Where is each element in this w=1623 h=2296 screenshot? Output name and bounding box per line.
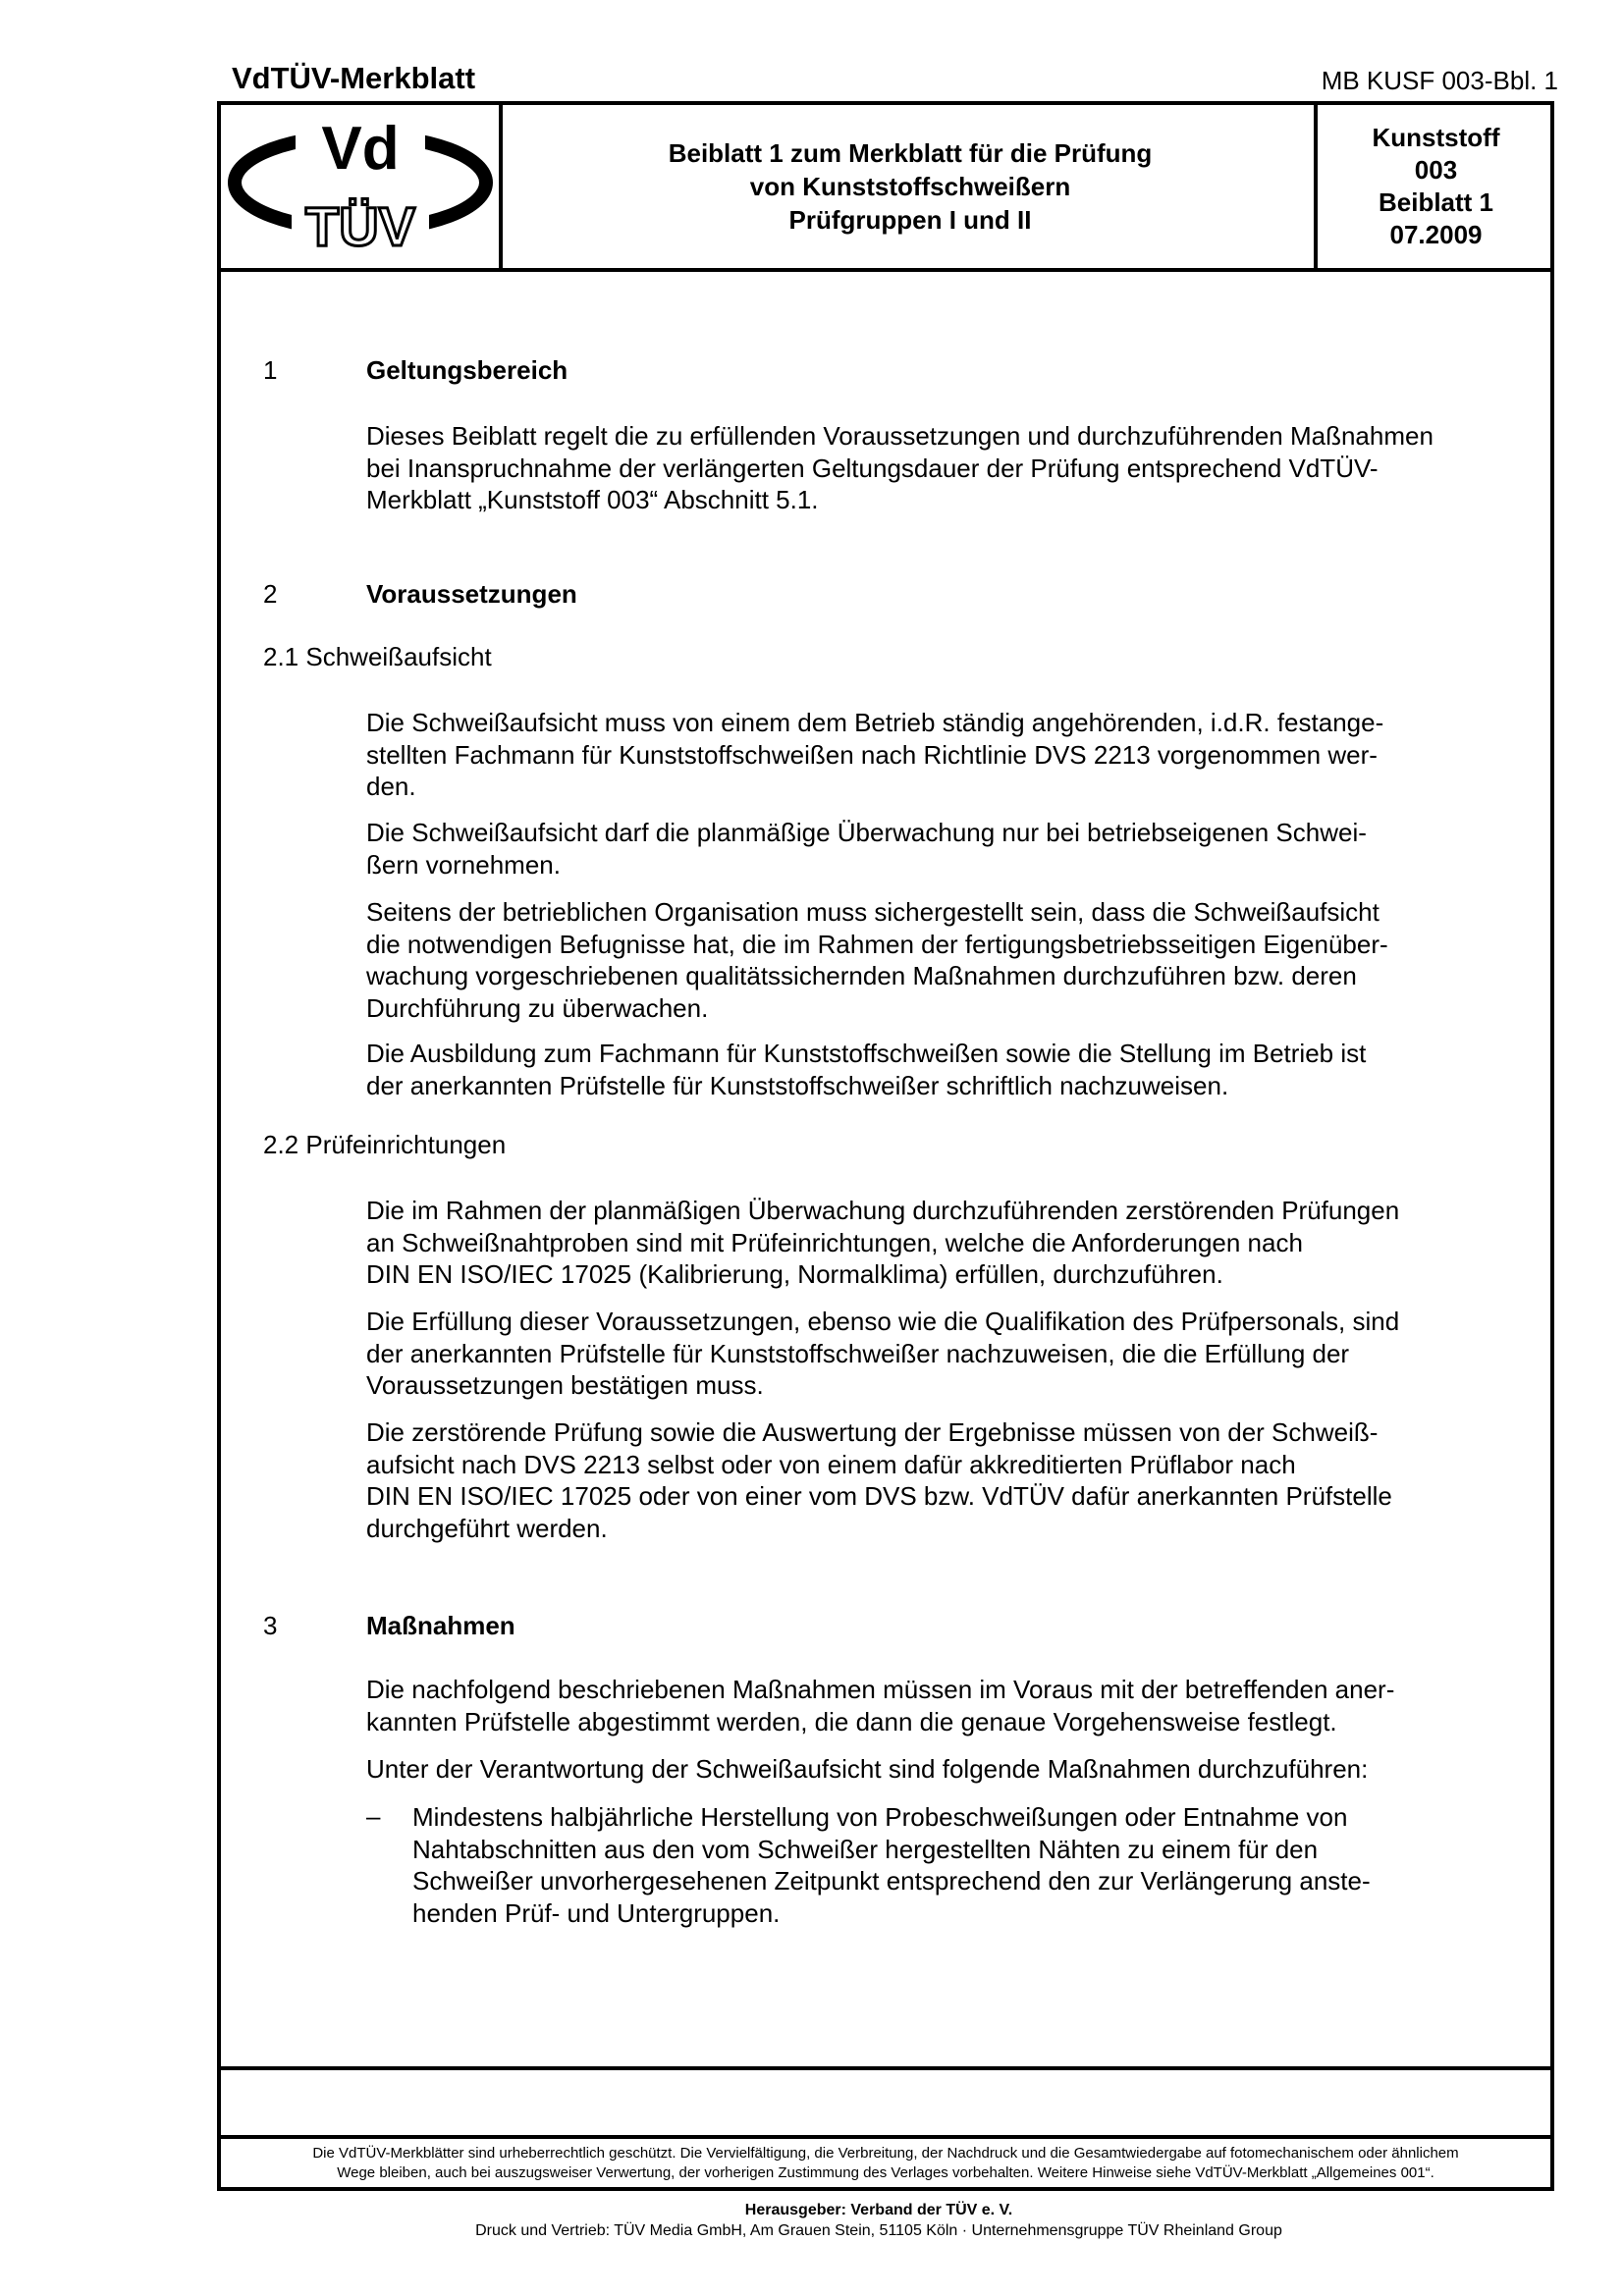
document-series-title: VdTÜV-Merkblatt bbox=[232, 61, 476, 95]
bullet-marker: – bbox=[366, 1801, 381, 1831]
text-line: Nahtabschnitten aus den vom Schweißer hergestellten Nähten zu einem für den bbox=[412, 1834, 1319, 1864]
text-line: die notwendigen Befugnisse hat, die im Rahmen der fertigungsbetriebsseitigen Eigenüber- bbox=[366, 929, 1388, 959]
section-paragraph bbox=[366, 817, 1525, 881]
section-paragraph bbox=[366, 896, 1525, 1024]
text-line: Die Ausbildung zum Fachmann für Kunststoffschweißen sowie die Stellung im Betrieb ist bbox=[366, 1039, 1367, 1068]
document-title bbox=[507, 101, 1314, 272]
section-paragraph bbox=[366, 1753, 1525, 1786]
title-line: von Kunststoffschweißern bbox=[749, 172, 1071, 201]
subsection-heading: 2.1 Schweißaufsicht bbox=[263, 642, 492, 671]
section-paragraph bbox=[366, 420, 1525, 516]
text-line: Die Erfüllung dieser Voraussetzungen, ebenso wie die Qualifikation des Prüfpersonals, sind bbox=[366, 1307, 1400, 1336]
classification-line: 07.2009 bbox=[1389, 220, 1483, 249]
text-line: Seitens der betrieblichen Organisation muss sichergestellt sein, dass die Schweißaufsicht bbox=[366, 897, 1380, 927]
section-heading: Maßnahmen bbox=[366, 1611, 515, 1640]
title-line: Beiblatt 1 zum Merkblatt für die Prüfung bbox=[668, 138, 1153, 168]
section-heading: Geltungsbereich bbox=[366, 355, 568, 385]
text-line: Merkblatt „Kunststoff 003“ Abschnitt 5.1. bbox=[366, 485, 819, 514]
text-line: Die im Rahmen der planmäßigen Überwachung durchzuführenden zerstörenden Prüfungen bbox=[366, 1196, 1400, 1225]
text-line: Die nachfolgend beschriebenen Maßnahmen müssen im Voraus mit der betreffenden aner- bbox=[366, 1675, 1395, 1704]
footer-divider bbox=[217, 2066, 1554, 2070]
classification-line: 003 bbox=[1414, 155, 1458, 185]
publisher-line: Herausgeber: Verband der TÜV e. V. bbox=[744, 2202, 1013, 2218]
text-line: Dieses Beiblatt regelt die zu erfüllenden Voraussetzungen und durchzuführenden Maßnahmen bbox=[366, 421, 1434, 451]
section-paragraph bbox=[366, 707, 1525, 803]
text-line: durchgeführt werden. bbox=[366, 1513, 608, 1543]
classification-line: Kunststoff bbox=[1372, 123, 1500, 152]
vdtuev-logo-icon bbox=[223, 108, 498, 265]
text-line: der anerkannten Prüfstelle für Kunststoffschweißer nachzuweisen, die die Erfüllung der bbox=[366, 1338, 1350, 1368]
document-reference: MB KUSF 003-Bbl. 1 bbox=[1321, 66, 1558, 95]
text-line: Durchführung zu überwachen. bbox=[366, 992, 709, 1023]
text-line: Die Schweißaufsicht darf die planmäßige Überwachung nur bei betriebseigenen Schwei- bbox=[366, 818, 1367, 847]
text-line: Mindestens halbjährliche Herstellung von Probeschweißungen oder Entnahme von bbox=[412, 1802, 1348, 1832]
copyright-line: Wege bleiben, auch bei auszugsweiser Verwertung, der vorherigen Zustimmung des Verlages vorbehalten. Weitere Hinweise siehe VdTÜV-Merkblatt „Allgemeines 001“. bbox=[337, 2164, 1434, 2181]
section-paragraph bbox=[366, 1038, 1525, 1101]
text-line: stellten Fachmann für Kunststoffschweißen nach Richtlinie DVS 2213 vorgenommen wer- bbox=[366, 739, 1378, 770]
text-line: DIN EN ISO/IEC 17025 (Kalibrierung, Normalklima) erfüllen, durchzuführen. bbox=[366, 1259, 1223, 1289]
logo-text-vd: Vd bbox=[321, 115, 400, 183]
text-line: bei Inanspruchnahme der verlängerten Geltungsdauer der Prüfung entsprechend VdTÜV- bbox=[366, 453, 1379, 483]
section-paragraph bbox=[366, 1195, 1525, 1291]
section-paragraph bbox=[366, 1306, 1525, 1402]
vdtuev-logo bbox=[223, 108, 498, 265]
text-line: aufsicht nach DVS 2213 selbst oder von einem dafür akkreditierten Prüflabor nach bbox=[366, 1449, 1296, 1479]
title-line: Prüfgruppen I und II bbox=[788, 205, 1032, 235]
copyright-line: Die VdTÜV-Merkblätter sind urheberrechtlich geschützt. Die Vervielfältigung, die Verbreitung, der Nachdruck und die Gesamtwiedergabe auf fotomechanischem oder ähnlichem bbox=[312, 2145, 1459, 2162]
section-paragraph bbox=[366, 1416, 1525, 1544]
text-line: Schweißer unvorhergesehenen Zeitpunkt entsprechend den zur Verlängerung anste- bbox=[412, 1866, 1371, 1896]
copyright-notice bbox=[221, 2144, 1550, 2183]
text-line: der anerkannten Prüfstelle für Kunststoffschweißer schriftlich nachzuweisen. bbox=[366, 1070, 1229, 1100]
logo-text-tuev: TÜV bbox=[305, 195, 415, 257]
text-line: den. bbox=[366, 772, 416, 801]
bullet-item bbox=[412, 1801, 1522, 1929]
text-line: an Schweißnahtproben sind mit Prüfeinrichtungen, welche die Anforderungen nach bbox=[366, 1227, 1303, 1257]
classification-line: Beiblatt 1 bbox=[1378, 187, 1494, 217]
footer-divider bbox=[217, 2135, 1554, 2139]
text-line: Die Schweißaufsicht muss von einem dem Betrieb ständig angehörenden, i.d.R. festange- bbox=[366, 708, 1384, 737]
section-number: 2 bbox=[263, 579, 278, 609]
section-paragraph bbox=[366, 1674, 1525, 1737]
text-line: DIN EN ISO/IEC 17025 oder von einer vom DVS bzw. VdTÜV dafür anerkannten Prüfstelle bbox=[366, 1481, 1392, 1511]
section-number: 1 bbox=[263, 355, 278, 385]
text-line: Die zerstörende Prüfung sowie die Auswertung der Ergebnisse müssen von der Schweiß- bbox=[366, 1417, 1379, 1447]
text-line: wachung vorgeschriebenen qualitätssichernden Maßnahmen durchzuführen bzw. deren bbox=[366, 961, 1357, 990]
distribution-line: Druck und Vertrieb: TÜV Media GmbH, Am Grauen Stein, 51105 Köln · Unternehmensgruppe TÜV Rheinland Group bbox=[475, 2222, 1282, 2239]
header-divider-left bbox=[499, 101, 503, 272]
section-heading: Voraussetzungen bbox=[366, 579, 577, 609]
section-number: 3 bbox=[263, 1611, 278, 1640]
document-classification bbox=[1318, 101, 1554, 272]
subsection-heading: 2.2 Prüfeinrichtungen bbox=[263, 1130, 507, 1159]
text-line: henden Prüf- und Untergruppen. bbox=[412, 1897, 781, 1928]
text-line: kannten Prüfstelle abgestimmt werden, die dann die genaue Vorgehensweise festlegt. bbox=[366, 1706, 1337, 1736]
text-line: Unter der Verantwortung der Schweißaufsicht sind folgende Maßnahmen durchzuführen: bbox=[366, 1754, 1369, 1784]
text-line: Voraussetzungen bestätigen muss. bbox=[366, 1370, 764, 1400]
text-line: ßern vornehmen. bbox=[366, 849, 561, 880]
